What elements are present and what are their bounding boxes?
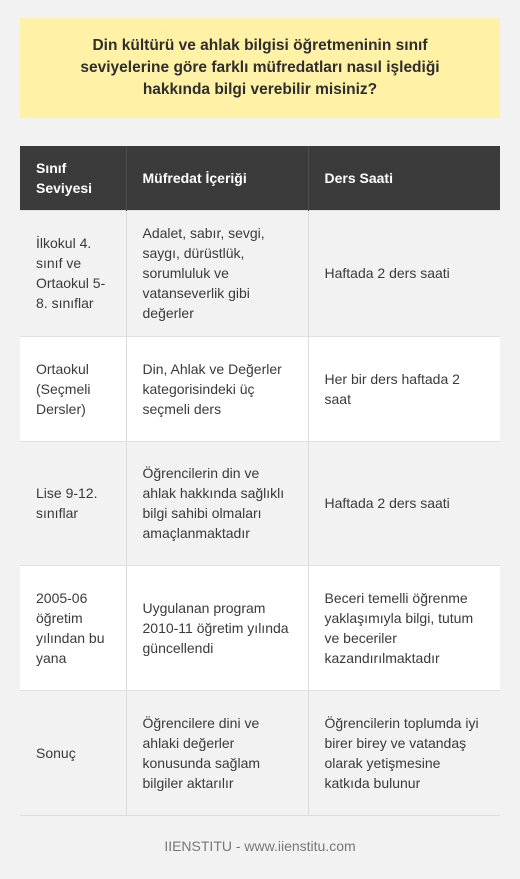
- cell-grade-level: Lise 9-12. sınıflar: [20, 441, 126, 565]
- cell-grade-level: İlkokul 4. sınıf ve Ortaokul 5-8. sınıflar: [20, 210, 126, 336]
- header-curriculum-content: Müfredat İçeriği: [126, 146, 308, 210]
- cell-grade-level: 2005-06 öğretim yılından bu yana: [20, 565, 126, 690]
- cell-lesson-hours: Haftada 2 ders saati: [308, 210, 500, 336]
- cell-lesson-hours: Her bir ders haftada 2 saat: [308, 336, 500, 441]
- table-row: [20, 565, 500, 690]
- cell-curriculum-content: Adalet, sabır, sevgi, saygı, dürüstlük, sorumluluk ve vatanseverlik gibi değerler: [126, 210, 308, 336]
- cell-curriculum-content: Öğrencilerin din ve ahlak hakkında sağlıklı bilgi sahibi olmaları amaçlanmaktadır: [126, 441, 308, 565]
- header-lesson-hours: Ders Saati: [308, 146, 500, 210]
- cell-curriculum-content: Din, Ahlak ve Değerler kategorisindeki üç seçmeli ders: [126, 336, 308, 441]
- cell-grade-level: Sonuç: [20, 690, 126, 815]
- table-row: [20, 336, 500, 441]
- cell-curriculum-content: Öğrencilere dini ve ahlaki değerler konusunda sağlam bilgiler aktarılır: [126, 690, 308, 815]
- cell-curriculum-content: Uygulanan program 2010-11 öğretim yılında güncellendi: [126, 565, 308, 690]
- question-text: Din kültürü ve ahlak bilgisi öğretmeninin sınıf seviyelerine göre farklı müfredatları nasıl işlediği hakkında bilgi verebilir misiniz?: [80, 37, 440, 98]
- footer-credit: IIENSTITU - www.iienstitu.com: [164, 838, 356, 854]
- table-row: [20, 210, 500, 336]
- cell-lesson-hours: Haftada 2 ders saati: [308, 441, 500, 565]
- header-grade-level: Sınıf Seviyesi: [20, 146, 126, 210]
- table-row: [20, 690, 500, 815]
- question-box: [20, 18, 500, 118]
- cell-grade-level: Ortaokul (Seçmeli Dersler): [20, 336, 126, 441]
- cell-lesson-hours: Öğrencilerin toplumda iyi birer birey ve vatandaş olarak yetişmesine katkıda bulunur: [308, 690, 500, 815]
- table-row: [20, 441, 500, 565]
- cell-lesson-hours: Beceri temelli öğrenme yaklaşımıyla bilgi, tutum ve beceriler kazandırılmaktadır: [308, 565, 500, 690]
- table-header-row: [20, 146, 500, 210]
- curriculum-table: [20, 146, 500, 816]
